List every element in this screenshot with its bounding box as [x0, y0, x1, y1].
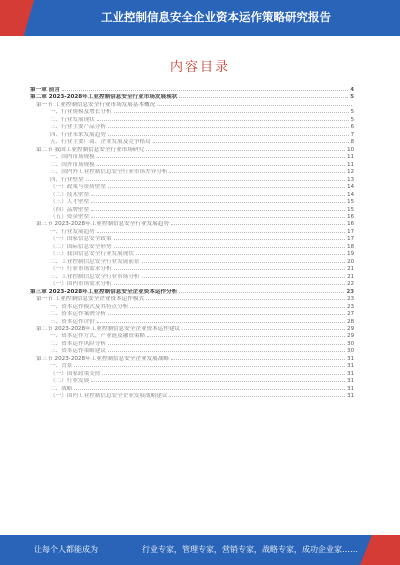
toc-entry-page: 21: [347, 273, 354, 280]
toc-entry-text: 五、行业主要厂商、企业发展及竞争格局: [50, 139, 151, 146]
toc-entry-page: 11: [347, 161, 354, 168]
toc-entry-page: 31: [347, 363, 354, 370]
toc-entry[interactable]: [30, 116, 354, 123]
toc-leader-dots: [169, 168, 345, 173]
header-red-accent: [0, 0, 34, 36]
toc-entry-page: 6: [350, 124, 354, 131]
toc-entry[interactable]: [30, 332, 354, 339]
toc-entry-text: 三、工业控制信息安全行业市场分析: [50, 273, 140, 280]
toc-entry-text: 四、行业壁垒: [50, 176, 84, 183]
toc-entry-page: 17: [347, 236, 354, 243]
toc-entry-page: 5: [350, 94, 354, 101]
toc-entry[interactable]: [30, 265, 354, 272]
toc-entry[interactable]: [30, 385, 354, 392]
toc-entry-page: 30: [347, 340, 354, 347]
footer-red-accent: [360, 535, 400, 565]
toc-entry-text: 一、资本运作模式及其特点分析: [50, 303, 129, 310]
toc-entry[interactable]: [30, 318, 354, 325]
toc-entry[interactable]: [30, 370, 354, 377]
toc-entry[interactable]: [30, 310, 354, 317]
toc-entry-text: （一）行业市场需求分析: [50, 266, 112, 273]
toc-entry[interactable]: [30, 377, 354, 384]
toc-entry-text: 第三节 2023-2028年工业控制信息安全行业发展趋势: [36, 221, 169, 228]
toc-entry[interactable]: [30, 243, 354, 250]
toc-entry-page: 10: [347, 146, 354, 153]
toc-entry-page: 14: [347, 184, 354, 191]
toc-entry[interactable]: [30, 101, 354, 108]
toc-entry-text: 一、行业发展趋势: [50, 228, 95, 235]
toc-entry-page: 15: [347, 199, 354, 206]
toc-entry-text: 二、战略: [50, 385, 73, 392]
toc-leader-dots: [171, 220, 345, 225]
toc-leader-dots: [91, 206, 345, 211]
toc-leader-dots: [142, 258, 346, 263]
toc-leader-dots: [97, 161, 345, 166]
toc-leader-dots: [114, 280, 346, 285]
toc-entry-page: 15: [347, 206, 354, 213]
report-title: 工业控制信息安全企业资本运作策略研究报告: [101, 10, 331, 24]
toc-leader-dots: [114, 243, 346, 248]
toc-entry-page: 7: [350, 131, 354, 138]
toc-entry-page: 11: [347, 154, 354, 161]
toc-entry-text: 二、资本运作风险分析: [50, 340, 106, 347]
toc-entry-page: 5: [350, 116, 354, 123]
toc-entry[interactable]: [30, 86, 354, 93]
toc-leader-dots: [97, 228, 345, 233]
toc-leader-dots: [97, 153, 345, 158]
toc-entry-text: （四）品牌壁垒: [50, 206, 90, 213]
toc-entry[interactable]: [30, 355, 354, 362]
toc-entry[interactable]: [30, 198, 354, 205]
toc-entry-page: 22: [347, 281, 354, 288]
toc-leader-dots: [108, 131, 349, 136]
toc-entry-text: 第一章 前言: [30, 87, 60, 93]
footer-slogan: 让每个人都能成为: [34, 545, 98, 554]
toc-entry[interactable]: [30, 273, 354, 280]
toc-entry-text: （一）国内市场需求分析: [50, 281, 112, 288]
toc-entry-text: 一、背景: [50, 363, 73, 370]
toc-leader-dots: [157, 101, 352, 106]
toc-entry-text: （二）技术壁垒: [50, 191, 90, 198]
toc-entry[interactable]: [30, 340, 354, 347]
toc-entry[interactable]: [30, 280, 354, 287]
toc-entry-page: 29: [347, 333, 354, 340]
toc-entry-page: 13: [347, 176, 354, 183]
toc-leader-dots: [86, 176, 346, 181]
toc-entry-text: 第二节 我国工业控制信息安全行业市场研究: [36, 146, 145, 153]
toc-entry-text: 一、资本运作方式、产业链及融资策略: [50, 333, 146, 340]
toc-leader-dots: [169, 392, 345, 397]
toc-entry[interactable]: [30, 392, 354, 399]
toc-entry-page: 31: [347, 370, 354, 377]
toc-leader-dots: [74, 362, 345, 367]
toc-entry-text: （二）国际信息安全形势: [50, 243, 112, 250]
toc-entry-page: 14: [347, 191, 354, 198]
toc-entry-page: 23: [346, 288, 354, 295]
toc-entry-page: 5: [350, 109, 354, 116]
toc-heading: 内容目录: [169, 60, 230, 75]
toc-leader-dots: [114, 235, 346, 240]
toc-leader-dots: [97, 318, 345, 323]
toc-entry[interactable]: [30, 235, 354, 242]
toc-leader-dots: [114, 108, 349, 113]
toc-leader-dots: [91, 213, 345, 218]
toc-entry[interactable]: [30, 153, 354, 160]
toc-entry-text: 二、资本运作案例分析: [50, 311, 106, 318]
toc-entry-text: 二、行业发展现状: [50, 116, 95, 123]
toc-leader-dots: [142, 273, 346, 278]
toc-entry-text: 三、行业主要产品分析: [50, 124, 106, 131]
toc-entry-page: 23: [347, 303, 354, 310]
toc-entry[interactable]: [30, 93, 354, 100]
toc-entry[interactable]: [30, 191, 354, 198]
toc-entry[interactable]: [30, 213, 354, 220]
toc-leader-dots: [91, 377, 345, 382]
toc-entry-text: 一、国内市场规模: [50, 154, 95, 161]
toc-entry-page: 27: [347, 311, 354, 318]
toc-entry-page: 21: [347, 266, 354, 273]
toc-entry[interactable]: [30, 295, 354, 302]
toc-leader-dots: [108, 340, 345, 345]
toc-entry-text: （一）国家政策支持: [50, 370, 101, 377]
footer-roles: 行业专家，管理专家，营销专家，战略专家，成功企业家……: [142, 545, 358, 554]
toc-entry-page: 4: [350, 87, 354, 93]
toc-entry[interactable]: [30, 206, 354, 213]
toc-entry-text: （一）国内工业控制信息安全企业发展战略建议: [50, 393, 168, 400]
toc-entry-text: （一）政策与资质壁垒: [50, 184, 106, 191]
toc-leader-dots: [108, 183, 345, 188]
toc-entry[interactable]: [30, 362, 354, 369]
toc-entry[interactable]: [30, 131, 354, 138]
toc-leader-dots: [108, 123, 349, 128]
toc-entry-text: 第三章 2023-2028年工业控制信息安全企业资本运作分析: [30, 288, 178, 295]
toc-entry[interactable]: [30, 228, 354, 235]
toc-entry[interactable]: [30, 161, 354, 168]
toc-entry-text: 三、资本运作策略建议: [50, 348, 106, 355]
toc-entry[interactable]: [30, 168, 354, 175]
toc-leader-dots: [108, 347, 345, 352]
toc-leader-dots: [74, 385, 345, 390]
toc-entry[interactable]: [30, 220, 354, 227]
toc-entry-page: 16: [347, 221, 354, 228]
toc-entry-page: 18: [347, 243, 354, 250]
toc-entry[interactable]: [30, 258, 354, 265]
toc-entry-text: （三）我国信息安全行业发展现状: [50, 251, 134, 258]
toc-entry-text: （二）行业发展: [50, 378, 90, 385]
toc-entry-page: 12: [347, 169, 354, 176]
toc-leader-dots: [179, 288, 344, 293]
toc-leader-dots: [102, 370, 345, 375]
toc-entry[interactable]: [30, 108, 354, 115]
toc-entry-page: 31: [347, 393, 354, 400]
toc-leader-dots: [147, 332, 345, 337]
toc-entry-text: 四、行业未来发展趋势: [50, 131, 106, 138]
toc-leader-dots: [97, 116, 349, 121]
toc-leader-dots: [171, 355, 345, 360]
toc-leader-dots: [91, 198, 345, 203]
toc-leader-dots: [136, 250, 345, 255]
toc-entry-page: 31: [347, 378, 354, 385]
toc-leader-dots: [130, 303, 345, 308]
toc-entry-page: 30: [347, 348, 354, 355]
toc-entry[interactable]: [30, 303, 354, 310]
page-header: [0, 0, 400, 36]
toc-entry[interactable]: [30, 123, 354, 130]
toc-entry-page: 23: [347, 296, 354, 303]
toc-entry-page: 8: [350, 139, 354, 146]
toc-leader-dots: [108, 310, 345, 315]
toc-entry-text: 二、工业控制信息安全行业发展前景: [50, 258, 140, 265]
toc-entry[interactable]: [30, 183, 354, 190]
toc-entry-text: 第一节 工业控制信息安全企业资本运作模式: [36, 296, 145, 303]
toc-entry-text: 一、行业规模及增长分析: [50, 109, 112, 116]
toc-entry-text: 第二章 2023-2028年工业控制信息安全行业市场发展现状: [30, 94, 178, 101]
toc-entry-page: 17: [347, 228, 354, 235]
toc-entry-page: 29: [347, 326, 354, 332]
toc-entry-page: 31: [347, 355, 354, 362]
toc-entry[interactable]: [30, 288, 354, 295]
toc-leader-dots: [179, 93, 348, 98]
page-footer: [0, 535, 400, 565]
toc-entry-text: （三）人才壁垒: [50, 199, 90, 206]
toc-entry-text: （一）国家信息安全政策: [50, 236, 112, 243]
toc-leader-dots: [114, 265, 346, 270]
toc-leader-dots: [153, 138, 349, 143]
toc-entry-text: 二、国外市场规模: [50, 161, 95, 168]
toc-entry-page: 28: [347, 318, 354, 325]
toc-entry-text: 三、资本运作评价: [50, 318, 95, 325]
toc-entry-page: 31: [347, 385, 354, 392]
toc-leader-dots: [62, 86, 348, 91]
table-of-contents: [30, 86, 354, 400]
toc-leader-dots: [146, 295, 345, 300]
toc-entry[interactable]: [30, 347, 354, 354]
toc-entry-text: 第二节 2023-2028年工业控制信息安全企业资本运作建议: [36, 326, 181, 332]
toc-entry[interactable]: [30, 176, 354, 183]
toc-leader-dots: [182, 325, 345, 330]
toc-entry[interactable]: [30, 146, 354, 153]
toc-entry-text: （五）资金壁垒: [50, 213, 90, 220]
toc-entry-text: 第一节 工业控制信息安全行业市场发展基本概况: [36, 101, 156, 108]
toc-leader-dots: [91, 191, 345, 196]
toc-entry-page: 20: [347, 258, 354, 265]
toc-leader-dots: [146, 146, 345, 151]
toc-entry-page: 19: [347, 251, 354, 258]
toc-entry[interactable]: [30, 138, 354, 145]
toc-entry-text: 三、国内外工业控制信息安全行业市场差异分析: [50, 169, 168, 176]
toc-entry[interactable]: [30, 250, 354, 257]
toc-entry-page: 16: [347, 213, 354, 220]
toc-entry-text: 第三节 2023-2028年工业控制信息安全企业发展战略: [36, 355, 169, 362]
toc-entry[interactable]: [30, 325, 354, 332]
